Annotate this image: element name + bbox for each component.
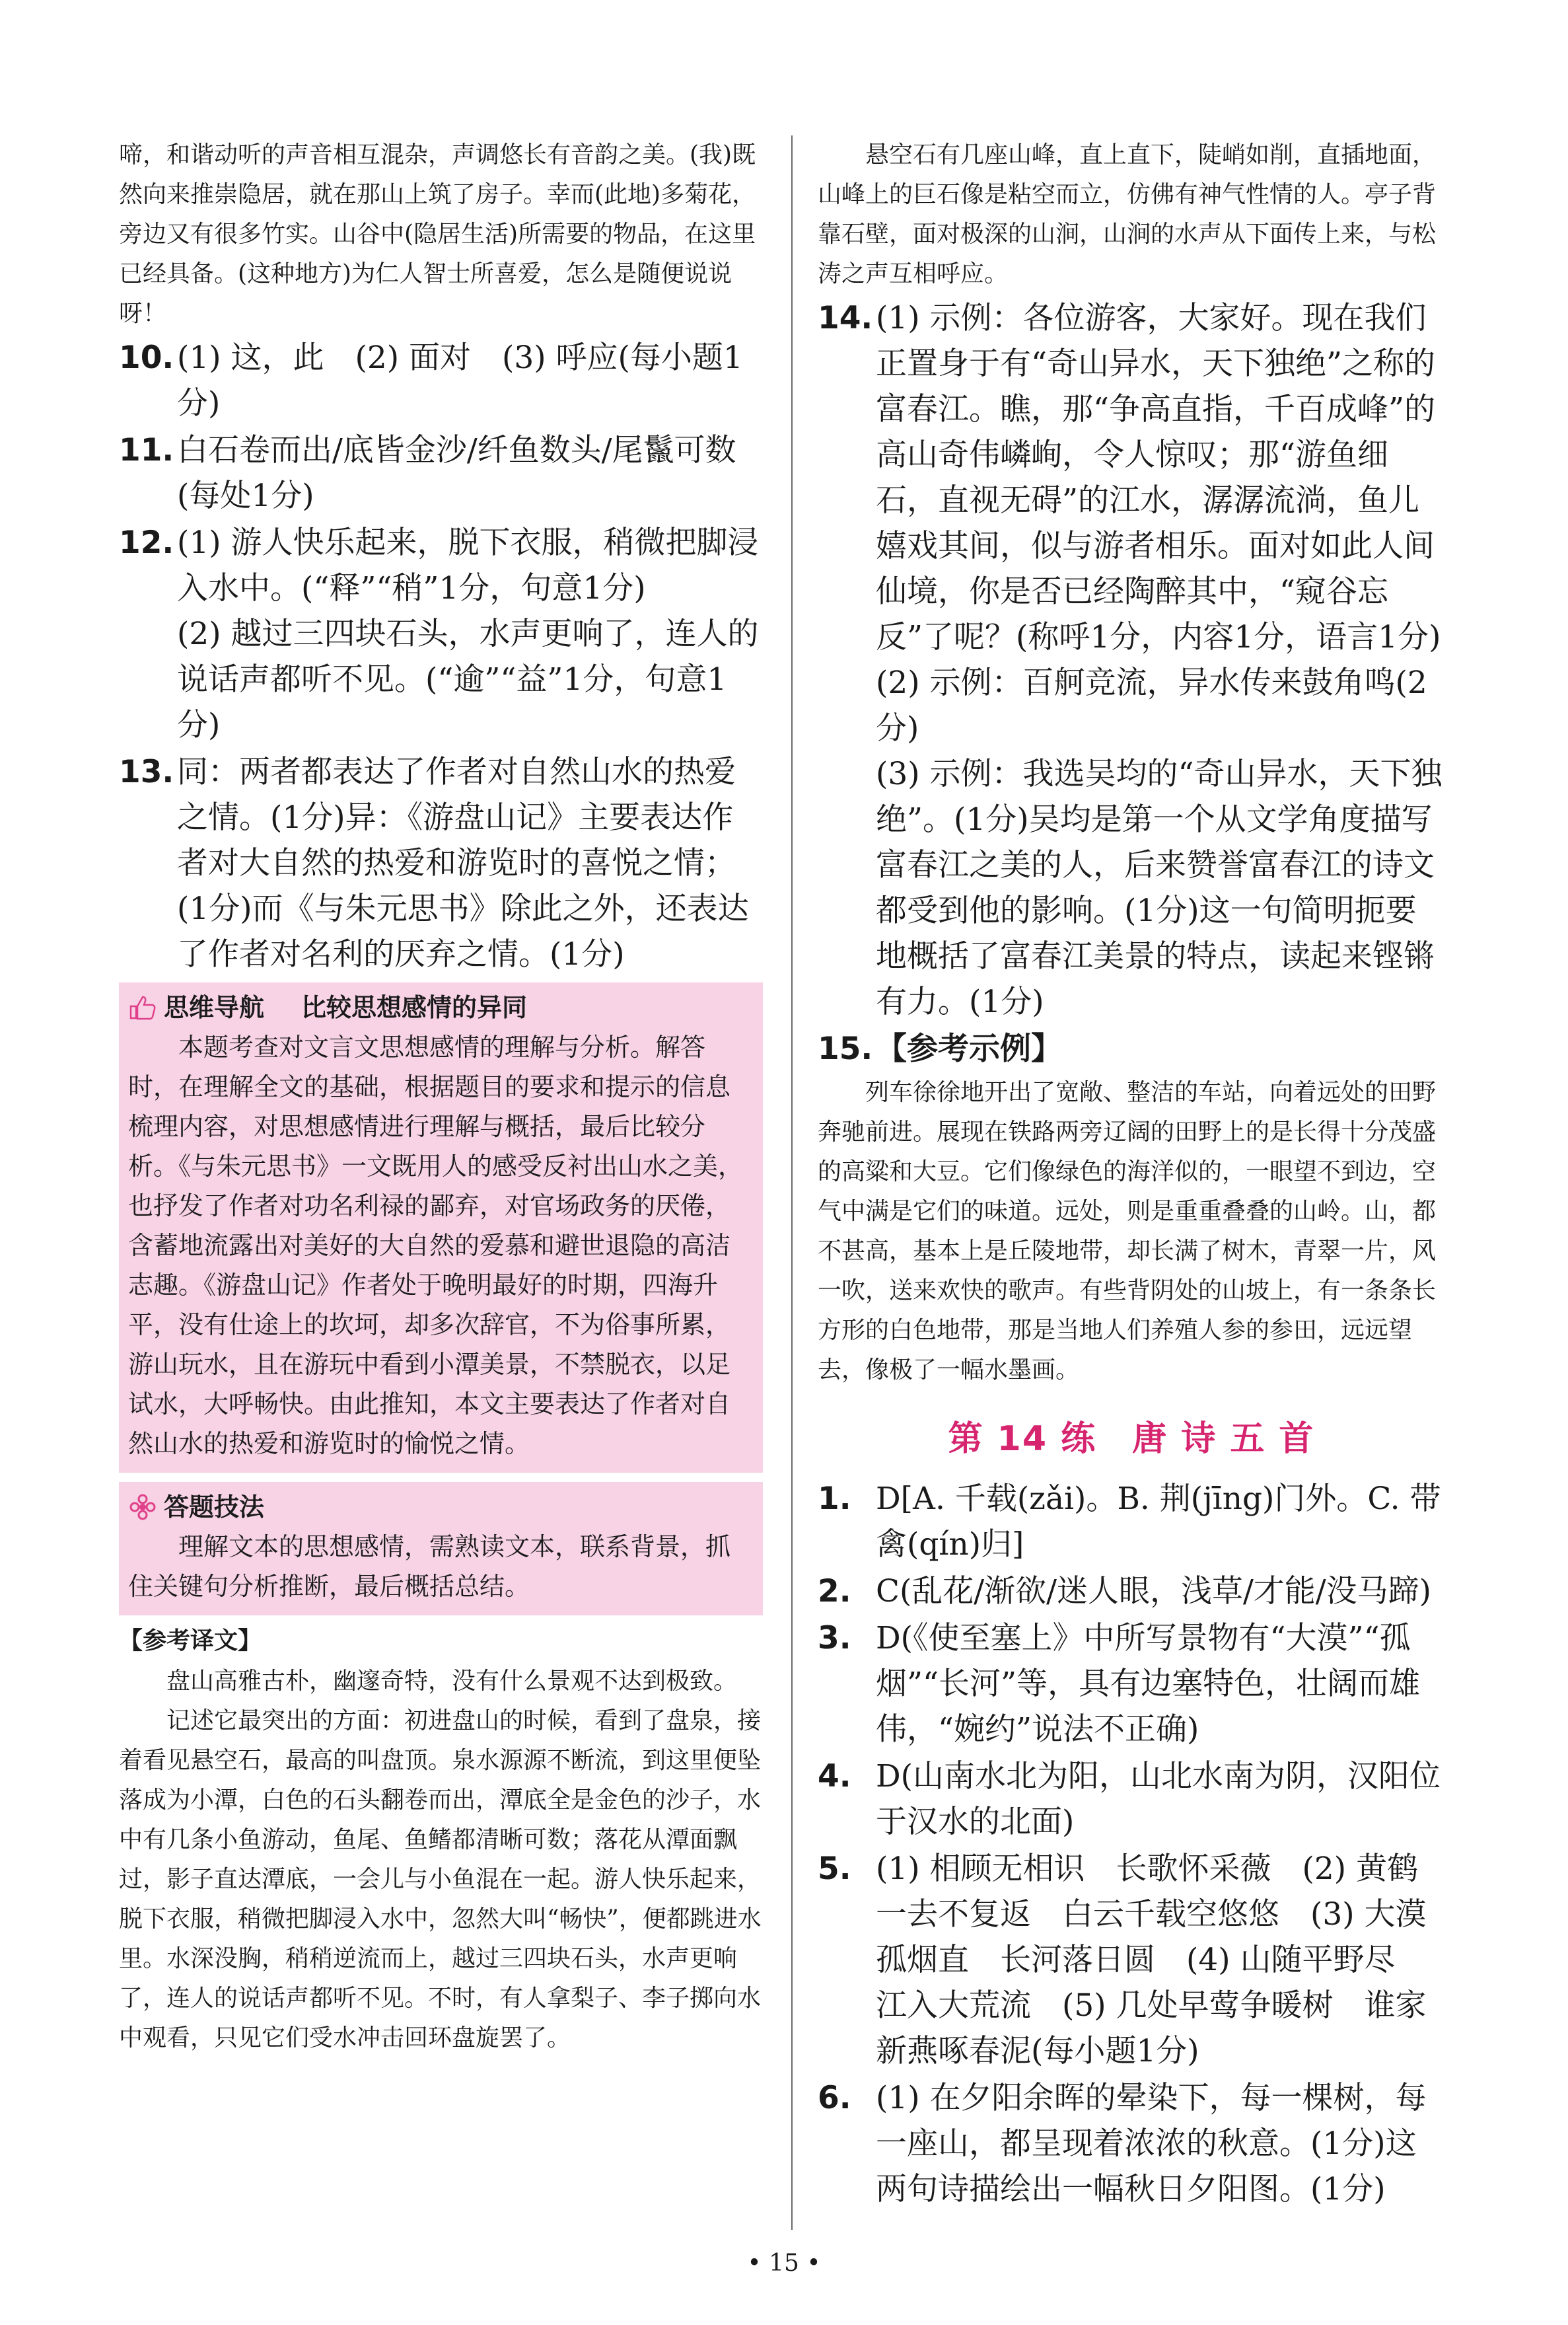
- item-text: (1) 这，此 (2) 面对 (3) 呼应(每小题1分): [177, 340, 743, 422]
- thinking-guide-subtitle: 比较思想感情的异同: [301, 993, 528, 1022]
- item-number: 10.: [119, 340, 174, 376]
- thinking-guide-text: 本题考查对文言文思想感情的理解与分析。解答时，在理解全文的基础，根据题目的要求和提示的信息梳理内容，对思想感情进行理解与概括，最后比较分析。《与朱元思书》一文既用人的感受反衬出山水之美，也抒发了作者对功名利禄的鄙弃，对官场政务的厌倦，含蓄地流露出对美好的大自然的爱慕和避世退隐的高洁志趣。《游盘山记》作者处于晚明最好的时期，四海升平，没有仕途上的坎坷，却多次辞官，不为俗事所累，游山玩水，且在游玩中看到小潭美景，不禁脱衣，以足试水，大呼畅快。由此推知，本文主要表达了作者对自然山水的热爱和游览时的愉悦之情。: [128, 1033, 744, 1458]
- answer-item-5: [818, 1846, 1445, 2074]
- right-column: [818, 135, 1445, 2213]
- translation-tail: 啼，和谐动听的声音相互混杂，声调悠长有音韵之美。(我)既然向来推崇隐居，就在那山上筑了房子。幸而(此地)多菊花，旁边又有很多竹实。山谷中(隐居生活)所需要的物品，在这里已经具备。(这种地方)为仁人智士所喜爱，怎么是随便说说呀！: [119, 141, 756, 327]
- item-text: 白石卷而出/底皆金沙/纤鱼数头/尾鬣可数(每处1分): [177, 432, 736, 514]
- item-text: (2) 示例：百舸竞流，异水传来鼓角鸣(2分): [876, 665, 1427, 747]
- example-paragraph: 列车徐徐地开出了宽敞、整洁的车站，向着远处的田野奔驰前进。展现在铁路两旁辽阔的田野上的是长得十分茂盛的高粱和大豆。它们像绿色的海洋似的，一眼望不到边，空气中满是它们的味道。远处，则是重重叠叠的山岭。山，都不甚高，基本上是丘陵地带，却长满了树木，青翠一片，风一吹，送来欢快的歌声。有些背阴处的山坡上，有一条条长方形的白色地带，那是当地人们养殖人参的参田，远远望去，像极了一幅水墨画。: [818, 1079, 1437, 1384]
- answer-item-12: [119, 520, 763, 748]
- answer-item-3: [818, 1615, 1445, 1752]
- tips-text: 理解文本的思想感情，需熟读文本，联系背景，抓住关键句分析推断，最后概括总结。: [128, 1532, 731, 1601]
- reference-paragraph: 记述它最突出的方面：初进盘山的时候，看到了盘泉，接着看见悬空石，最高的叫盘顶。泉水源源不断流，到这里便坠落成为小潭，白色的石头翻卷而出，潭底全是金色的沙子，水中有几条小鱼游动，鱼尾、鱼鳍都清晰可数；落花从潭面飘过，影子直达潭底，一会儿与小鱼混在一起。游人快乐起来，脱下衣服，稍微把脚浸入水中，忽然大叫“畅快”，便都跳进水里。水深没胸，稍稍逆流而上，越过三四块石头，水声更响了，连人的说话声都听不见。不时，有人拿梨子、李子掷向水中观看，只见它们受水冲击回环盘旋罢了。: [119, 1707, 762, 2051]
- item-text: 【参考示例】: [876, 1031, 1062, 1067]
- item-number: 12.: [119, 525, 174, 561]
- tips-label: 答题技法: [164, 1493, 265, 1522]
- answer-item-4: [818, 1753, 1445, 1845]
- answer-item-11: [119, 427, 763, 519]
- item-number: 2.: [818, 1573, 851, 1609]
- item-text: D[A. 千载(zǎi)。B. 荆(jīng)门外。C. 带禽(qín)归]: [876, 1481, 1441, 1563]
- item-number: 3.: [818, 1620, 851, 1656]
- item-text: D(《使至塞上》中所写景物有“大漠”“孤烟”“长河”等，具有边塞特色，壮阔而雄伟，“婉约”说法不正确): [876, 1620, 1421, 1748]
- left-column: [119, 135, 763, 2058]
- item-text: 同：两者都表达了作者对自然山水的热爱之情。(1分)异：《游盘山记》主要表达作者对大自然的热爱和游览时的喜悦之情；(1分)而《与朱元思书》除此之外，还表达了作者对名利的厌弃之情。(1分): [177, 754, 749, 973]
- item-text: (1) 相顾无相识 长歌怀采薇 (2) 黄鹤一去不复返 白云千载空悠悠 (3) 大漠孤烟直 长河落日圆 (4) 山随平野尽 江入大荒流 (5) 几处早莺争暖树 谁家新燕啄春泥(每小题1分): [876, 1851, 1427, 2069]
- answer-item-6: [818, 2075, 1445, 2212]
- answer-item-10: [119, 335, 763, 426]
- item-number: 14.: [818, 300, 873, 336]
- flower-icon: [128, 1494, 157, 1520]
- item-text: (1) 示例：各位游客，大家好。现在我们正置身于有“奇山异水，天下独绝”之称的富春江。瞧，那“争高直指，千百成峰”的高山奇伟嶙峋，令人惊叹；那“游鱼细石，直视无碍”的江水，潺潺流淌，鱼儿嬉戏其间，似与游者相乐。面对如此人间仙境，你是否已经陶醉其中，“窥谷忘反”了呢？(称呼1分，内容1分，语言1分): [876, 300, 1441, 655]
- item-number: 15.: [818, 1031, 873, 1067]
- answer-item-15: [818, 1026, 1445, 1072]
- answer-item-13: [119, 749, 763, 977]
- item-number: 6.: [818, 2080, 851, 2116]
- item-text: (3) 示例：我选吴均的“奇山异水，天下独绝”。(1分)吴均是第一个从文学角度描写富春江之美的人，后来赞誉富春江的诗文都受到他的影响。(1分)这一句简明扼要地概括了富春江美景的特点，读起来铿锵有力。(1分): [876, 756, 1443, 1020]
- translation-continued: 悬空石有几座山峰，直上直下，陡峭如削，直插地面，山峰上的巨石像是粘空而立，仿佛有神气性情的人。亭子背靠石壁，面对极深的山涧，山涧的水声从下面传上来，与松涛之声互相呼应。: [818, 141, 1437, 287]
- reference-paragraph: 盘山高雅古朴，幽邃奇特，没有什么景观不达到极致。: [166, 1668, 738, 1695]
- item-number: 11.: [119, 432, 174, 468]
- tips-box: [119, 1482, 763, 1615]
- answer-item-2: [818, 1568, 1445, 1614]
- thinking-guide-header: [128, 989, 754, 1026]
- item-text: C(乱花/渐欲/迷人眼，浅草/才能/没马蹄): [876, 1573, 1431, 1609]
- thumbs-up-icon: [128, 994, 157, 1021]
- thinking-guide-label: 思维导航: [164, 993, 265, 1022]
- item-text: D(山南水北为阳，山北水南为阴，汉阳位于汉水的北面): [876, 1758, 1441, 1840]
- item-number: 13.: [119, 754, 174, 790]
- thinking-guide-box: [119, 982, 763, 1473]
- tips-header: [128, 1489, 754, 1526]
- answer-item-14: [818, 295, 1445, 1025]
- item-number: 4.: [818, 1758, 851, 1794]
- item-text: (1) 游人快乐起来，脱下衣服，稍微把脚浸入水中。(“释”“稍”1分，句意1分): [177, 525, 759, 607]
- item-text: (1) 在夕阳余晖的晕染下，每一棵树，每一座山，都呈现着浓浓的秋意。(1分)这两句诗描绘出一幅秋日夕阳图。(1分): [876, 2080, 1427, 2207]
- answer-item-1: [818, 1476, 1445, 1567]
- chapter-title: 第 14 练 唐 诗 五 首: [948, 1419, 1315, 1459]
- item-number: 5.: [818, 1851, 851, 1887]
- reference-translation-label: 【参考译文】: [119, 1627, 262, 1654]
- page-number: • 15 •: [747, 2250, 821, 2277]
- column-divider: [791, 135, 793, 2230]
- item-number: 1.: [818, 1481, 851, 1517]
- item-text: (2) 越过三四块石头，水声更响了，连人的说话声都听不见。(“逾”“益”1分，句意1分): [177, 616, 759, 743]
